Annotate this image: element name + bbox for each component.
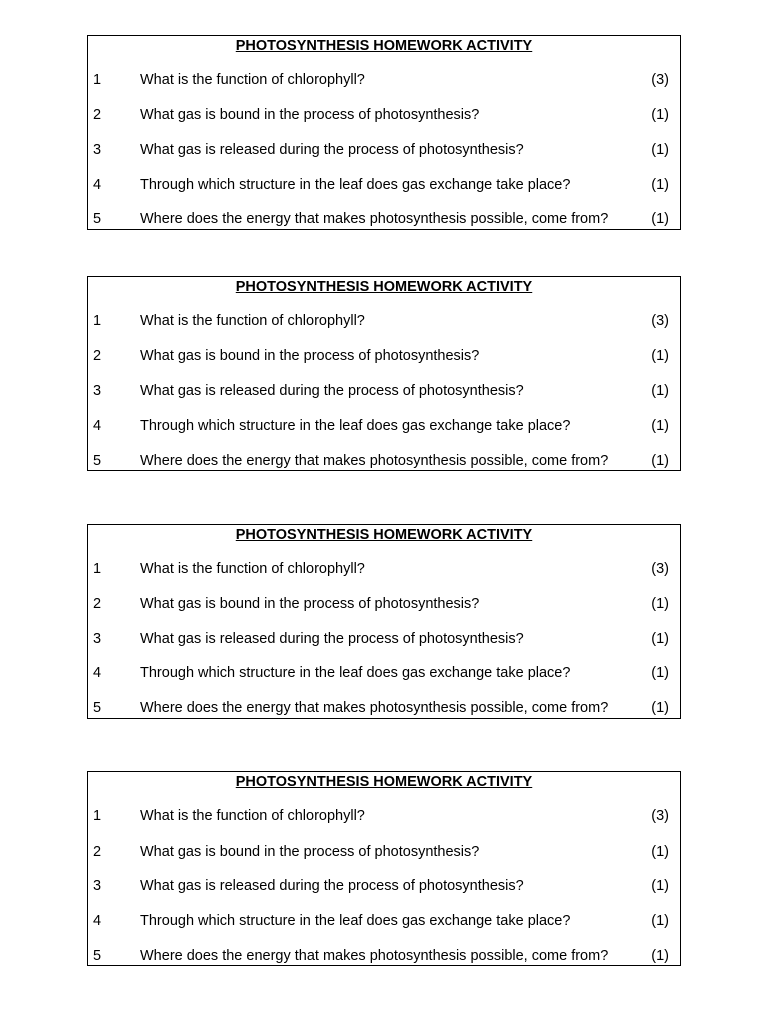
question-marks: (1) <box>651 665 669 681</box>
question-marks: (3) <box>651 561 669 577</box>
question-marks: (1) <box>651 107 669 123</box>
question-number: 4 <box>93 913 102 929</box>
question-marks: (1) <box>651 177 669 193</box>
worksheet-title: PHOTOSYNTHESIS HOMEWORK ACTIVITY <box>235 527 533 543</box>
question-number: 5 <box>93 211 102 227</box>
question-marks: (1) <box>651 844 669 860</box>
question-number: 3 <box>93 142 102 158</box>
question-marks: (1) <box>651 700 669 716</box>
question-row <box>88 664 680 682</box>
question-text: Where does the energy that makes photosynthesis possible, come from? <box>140 700 609 716</box>
question-number: 4 <box>93 418 102 434</box>
question-marks: (1) <box>651 596 669 612</box>
worksheet-title: PHOTOSYNTHESIS HOMEWORK ACTIVITY <box>235 279 533 295</box>
question-number: 1 <box>93 72 102 88</box>
question-text: Where does the energy that makes photosynthesis possible, come from? <box>140 211 609 227</box>
question-row <box>88 141 680 159</box>
question-row <box>88 312 680 330</box>
question-row <box>88 807 680 825</box>
worksheet-title: PHOTOSYNTHESIS HOMEWORK ACTIVITY <box>235 774 533 790</box>
question-row <box>88 452 680 470</box>
question-text: Where does the energy that makes photosynthesis possible, come from? <box>140 948 609 964</box>
question-row <box>88 560 680 578</box>
question-row <box>88 630 680 648</box>
question-row <box>88 106 680 124</box>
question-marks: (1) <box>651 913 669 929</box>
worksheet-box-1 <box>87 35 681 230</box>
question-number: 3 <box>93 383 102 399</box>
question-number: 2 <box>93 596 102 612</box>
question-number: 2 <box>93 348 102 364</box>
question-text: What is the function of chlorophyll? <box>140 72 365 88</box>
question-text: What gas is released during the process of photosynthesis? <box>140 142 524 158</box>
question-text: What is the function of chlorophyll? <box>140 561 365 577</box>
question-text: Through which structure in the leaf does gas exchange take place? <box>140 177 571 193</box>
question-marks: (1) <box>651 142 669 158</box>
question-text: Through which structure in the leaf does gas exchange take place? <box>140 665 571 681</box>
question-marks: (3) <box>651 313 669 329</box>
question-number: 5 <box>93 453 102 469</box>
question-number: 5 <box>93 700 102 716</box>
question-marks: (1) <box>651 348 669 364</box>
question-marks: (1) <box>651 878 669 894</box>
question-row <box>88 347 680 365</box>
question-text: What gas is bound in the process of photosynthesis? <box>140 596 480 612</box>
question-row <box>88 877 680 895</box>
worksheet-title: PHOTOSYNTHESIS HOMEWORK ACTIVITY <box>235 38 533 54</box>
question-number: 2 <box>93 107 102 123</box>
question-number: 3 <box>93 631 102 647</box>
question-number: 4 <box>93 665 102 681</box>
question-row <box>88 176 680 194</box>
question-marks: (1) <box>651 453 669 469</box>
question-text: Through which structure in the leaf does gas exchange take place? <box>140 418 571 434</box>
question-marks: (3) <box>651 72 669 88</box>
question-row <box>88 699 680 717</box>
question-number: 1 <box>93 561 102 577</box>
worksheet-box-3 <box>87 524 681 719</box>
worksheet-box-4 <box>87 771 681 966</box>
question-row <box>88 417 680 435</box>
question-marks: (1) <box>651 211 669 227</box>
question-text: What is the function of chlorophyll? <box>140 313 365 329</box>
question-marks: (1) <box>651 418 669 434</box>
question-row <box>88 595 680 613</box>
question-text: What gas is released during the process of photosynthesis? <box>140 631 524 647</box>
question-text: What gas is released during the process of photosynthesis? <box>140 383 524 399</box>
question-text: What gas is bound in the process of photosynthesis? <box>140 844 480 860</box>
question-number: 1 <box>93 313 102 329</box>
question-row <box>88 382 680 400</box>
question-text: What gas is released during the process of photosynthesis? <box>140 878 524 894</box>
question-number: 3 <box>93 878 102 894</box>
question-row <box>88 210 680 228</box>
question-text: Where does the energy that makes photosynthesis possible, come from? <box>140 453 609 469</box>
question-marks: (3) <box>651 808 669 824</box>
question-number: 4 <box>93 177 102 193</box>
question-text: What gas is bound in the process of photosynthesis? <box>140 107 480 123</box>
question-text: What is the function of chlorophyll? <box>140 808 365 824</box>
worksheet-box-2 <box>87 276 681 471</box>
question-number: 1 <box>93 808 102 824</box>
question-number: 5 <box>93 948 102 964</box>
question-text: What gas is bound in the process of photosynthesis? <box>140 348 480 364</box>
question-text: Through which structure in the leaf does gas exchange take place? <box>140 913 571 929</box>
question-row <box>88 912 680 930</box>
question-row <box>88 947 680 965</box>
question-marks: (1) <box>651 948 669 964</box>
question-row <box>88 843 680 861</box>
question-marks: (1) <box>651 383 669 399</box>
question-row <box>88 71 680 89</box>
question-marks: (1) <box>651 631 669 647</box>
question-number: 2 <box>93 844 102 860</box>
